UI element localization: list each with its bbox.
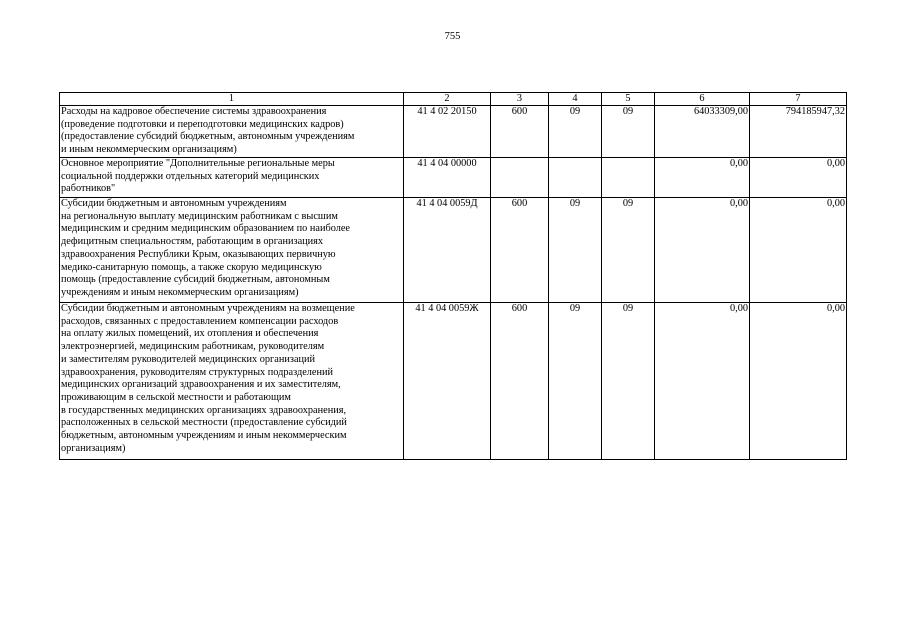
column-header-6: 6 bbox=[655, 93, 750, 106]
column-header-1: 1 bbox=[60, 93, 404, 106]
row-col7: 0,00 bbox=[750, 158, 847, 198]
row-description: Основное мероприятие "Дополнительные региональные меры социальной поддержки отдельных категорий медицинских работников" bbox=[60, 158, 404, 198]
row-col6: 0,00 bbox=[655, 303, 750, 460]
row-col5: 09 bbox=[602, 303, 655, 460]
row-col7: 0,00 bbox=[750, 303, 847, 460]
row-col4: 09 bbox=[549, 106, 602, 158]
page-number: 755 bbox=[444, 31, 461, 42]
row-code: 41 4 04 0059Д bbox=[404, 198, 491, 303]
row-col6: 0,00 bbox=[655, 198, 750, 303]
row-col3 bbox=[491, 158, 549, 198]
table-row bbox=[60, 158, 847, 198]
row-code: 41 4 04 00000 bbox=[404, 158, 491, 198]
row-col6: 0,00 bbox=[655, 158, 750, 198]
budget-table bbox=[59, 92, 847, 460]
column-header-7: 7 bbox=[750, 93, 847, 106]
row-description: Субсидии бюджетным и автономным учреждениям на региональную выплату медицинским работникам с высшим медицинским и средним медицинским образованием по наиболее дефицитным специальностям, работающим в организациях здравоохранения Республики Крым, оказывающих первичную медико-санитарную помощь, а также скорую медицинскую помощь (предоставление субсидий бюджетным, автономным учреждениям и иным некоммерческим организациям) bbox=[60, 198, 404, 303]
table-row bbox=[60, 198, 847, 303]
row-col6: 64033309,00 bbox=[655, 106, 750, 158]
row-col5: 09 bbox=[602, 198, 655, 303]
column-header-5: 5 bbox=[602, 93, 655, 106]
row-col4: 09 bbox=[549, 198, 602, 303]
column-header-4: 4 bbox=[549, 93, 602, 106]
row-col5 bbox=[602, 158, 655, 198]
row-col5: 09 bbox=[602, 106, 655, 158]
column-header-3: 3 bbox=[491, 93, 549, 106]
row-code: 41 4 04 0059Ж bbox=[404, 303, 491, 460]
row-description: Субсидии бюджетным и автономным учреждениям на возмещение расходов, связанных с предоставлением компенсации расходов на оплату жилых помещений, их отопления и обеспечения электроэнергией, медицинским работникам, руководителям и заместителям руководителей медицинских организаций здравоохранения, руководителям структурных подразделений медицинских организаций здравоохранения и их заместителям, проживающим в сельской местности и работающим в государственных медицинских организациях здравоохранения, расположенных в сельской местности (предоставление субсидий бюджетным, автономным учреждениям и иным некоммерческим организациям) bbox=[60, 303, 404, 460]
row-code: 41 4 02 20150 bbox=[404, 106, 491, 158]
table-row bbox=[60, 106, 847, 158]
row-col7: 0,00 bbox=[750, 198, 847, 303]
row-col4 bbox=[549, 158, 602, 198]
column-header-2: 2 bbox=[404, 93, 491, 106]
row-col3: 600 bbox=[491, 303, 549, 460]
header-row bbox=[60, 93, 847, 106]
table-row bbox=[60, 303, 847, 460]
row-description: Расходы на кадровое обеспечение системы здравоохранения (проведение подготовки и переподготовки медицинских кадров) (предоставление субсидий бюджетным, автономным учреждениям и иным некоммерческим организациям) bbox=[60, 106, 404, 158]
row-col4: 09 bbox=[549, 303, 602, 460]
row-col3: 600 bbox=[491, 106, 549, 158]
row-col3: 600 bbox=[491, 198, 549, 303]
row-col7: 794185947,32 bbox=[750, 106, 847, 158]
